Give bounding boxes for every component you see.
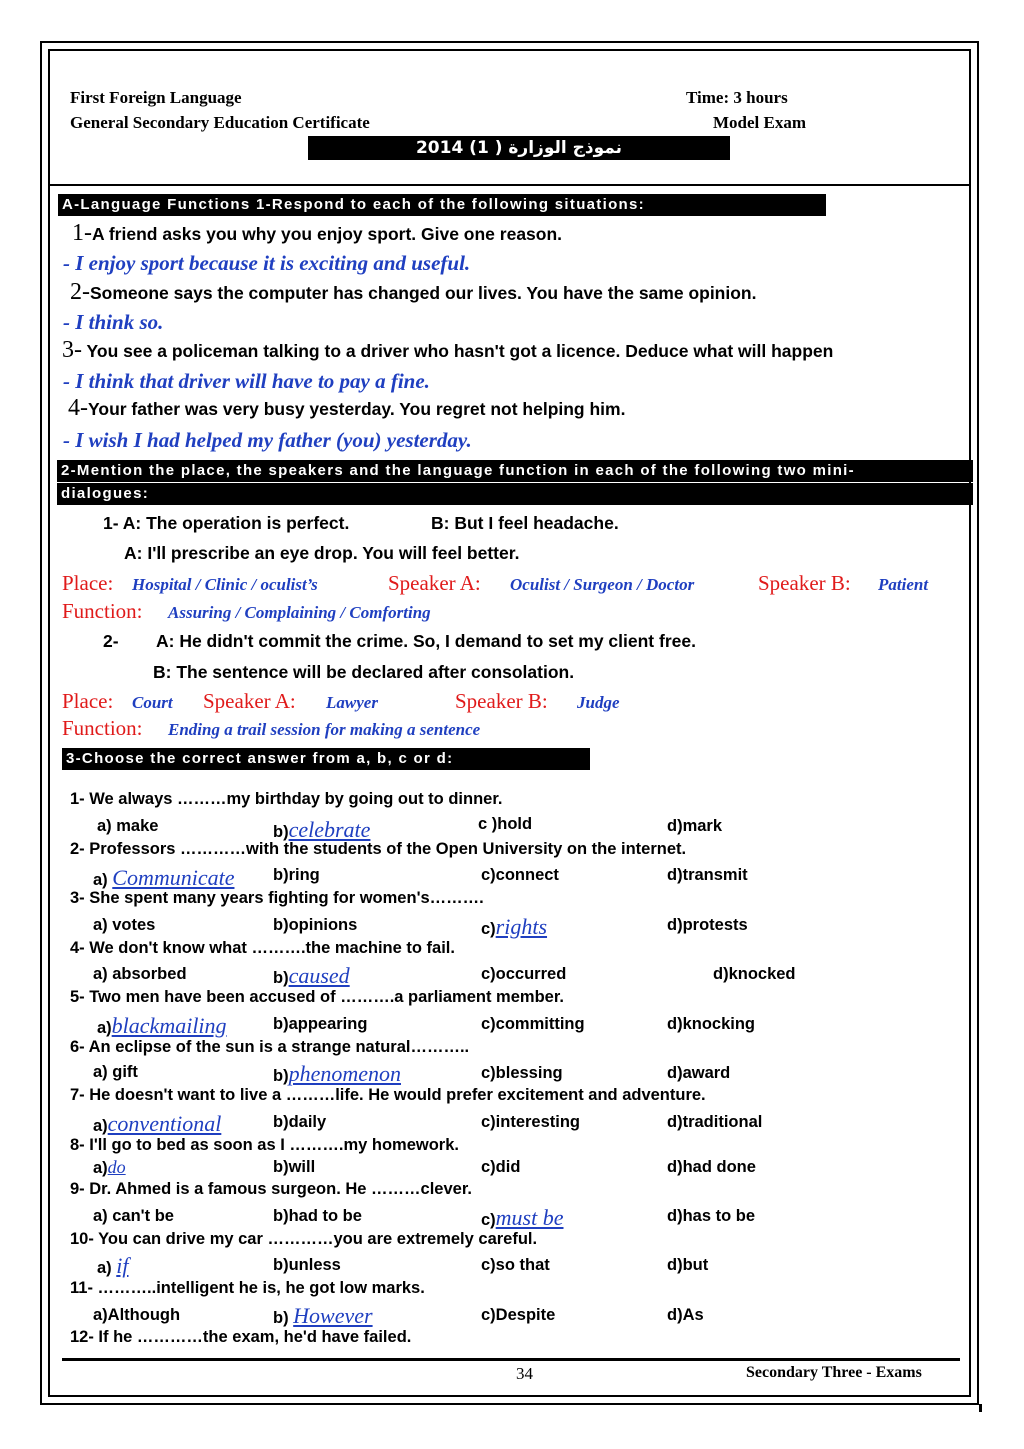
- mc-9-option-a: a) can't be: [93, 1207, 174, 1225]
- mc-9-correct-answer: must be: [495, 1205, 564, 1230]
- mc-5-option-a: a)blackmailing: [97, 1013, 227, 1038]
- mc-7-option-c: c)interesting: [481, 1113, 581, 1131]
- mc-2-option-d: d)transmit: [667, 866, 748, 884]
- dialogue-1-function-label: Function:: [62, 599, 143, 623]
- dialogue-2-place-label: Place:: [62, 689, 114, 713]
- mc-3-option-b: b)opinions: [273, 916, 358, 934]
- mc-6-option-d: d)award: [667, 1064, 731, 1082]
- mc-question-6: 6- An eclipse of the sun is a strange natural………..: [70, 1038, 470, 1056]
- mc-10-option-d: d)but: [667, 1256, 709, 1274]
- mc-question-5: 5- Two men have been accused of ……….a parliament member.: [70, 988, 564, 1006]
- mc-11-option-c: c)Despite: [481, 1306, 556, 1324]
- dialogue-2-speaker-b: Judge: [577, 693, 620, 712]
- mc-5-option-d: d)knocking: [667, 1015, 756, 1033]
- mc-1-correct-answer: celebrate: [288, 817, 371, 842]
- section-2-title-line1: 2-Mention the place, the speakers and the language function in each of the following two mini-: [57, 460, 973, 482]
- mc-question-1: 1- We always ………my birthday by going out to dinner.: [70, 790, 503, 808]
- header-time: Time: 3 hours: [686, 88, 788, 107]
- mc-1-option-b: b)celebrate: [273, 817, 371, 842]
- dialogue-1-speaker-a-label: Speaker A:: [388, 571, 481, 595]
- mc-4-correct-answer: caused: [288, 963, 350, 988]
- situation-3: 3- You see a policeman talking to a driver who hasn't got a licence. Deduce what will happen: [62, 337, 834, 363]
- mc-8-option-d: d)had done: [667, 1158, 756, 1176]
- mc-7-option-a: a)conventional: [93, 1111, 222, 1136]
- dialogue-2-speaker-a: Lawyer: [326, 693, 378, 712]
- dialogue-1-speaker-b-label: Speaker B:: [758, 571, 851, 595]
- mc-6-correct-answer: phenomenon: [288, 1061, 401, 1086]
- mc-1-option-c: c )hold: [478, 815, 533, 833]
- header-model: Model Exam: [713, 113, 807, 132]
- dialogue-1-speaker-b: Patient: [878, 575, 929, 594]
- mc-10-correct-answer: if: [116, 1253, 129, 1278]
- corner-mark: [979, 1404, 982, 1412]
- mc-3-option-a: a) votes: [93, 916, 156, 934]
- header-certificate: General Secondary Education Certificate: [70, 113, 370, 132]
- mc-4-option-b: b)caused: [273, 963, 350, 988]
- mc-question-8: 8- I'll go to bed as soon as I ……….my homework.: [70, 1136, 459, 1154]
- mc-3-correct-answer: rights: [495, 914, 548, 939]
- dialogue-1-place-label: Place:: [62, 571, 114, 595]
- dialogue-1-speaker-a: Oculist / Surgeon / Doctor: [510, 575, 695, 594]
- header-divider: [50, 184, 970, 186]
- mc-question-12: 12- If he …………the exam, he'd have failed.: [70, 1328, 412, 1346]
- mc-9-option-d: d)has to be: [667, 1207, 756, 1225]
- mc-8-correct-answer: do: [107, 1157, 126, 1177]
- header-subject: First Foreign Language: [70, 88, 242, 107]
- dialogue-1-place: Hospital / Clinic / oculist’s: [132, 575, 318, 594]
- mc-7-option-d: d)traditional: [667, 1113, 763, 1131]
- mc-question-4: 4- We don't know what ……….the machine to fail.: [70, 939, 455, 957]
- mc-10-option-c: c)so that: [481, 1256, 550, 1274]
- mc-1-option-d: d)mark: [667, 817, 723, 835]
- mc-4-option-c: c)occurred: [481, 965, 567, 983]
- dialogue-2-line1: A: He didn't commit the crime. So, I demand to set my client free.: [156, 631, 696, 651]
- mc-1-option-a: a) make: [97, 817, 159, 835]
- dialogue-1-line2: A: I'll prescribe an eye drop. You will feel better.: [124, 543, 520, 563]
- situation-4-answer: - I wish I had helped my father (you) yesterday.: [63, 428, 472, 452]
- mc-6-option-c: c)blessing: [481, 1064, 563, 1082]
- dialogue-2-place: Court: [132, 693, 173, 712]
- mc-8-option-c: c)did: [481, 1158, 521, 1176]
- situation-2-answer: - I think so.: [63, 310, 164, 334]
- dialogue-1-line1b: B: But I feel headache.: [431, 513, 619, 533]
- mc-question-2: 2- Professors …………with the students of the Open University on the internet.: [70, 840, 687, 858]
- mc-7-correct-answer: conventional: [107, 1111, 222, 1136]
- dialogue-1-function: Assuring / Complaining / Comforting: [168, 603, 431, 622]
- mc-10-option-a: a) if: [97, 1253, 129, 1278]
- mc-2-option-b: b)ring: [273, 866, 320, 884]
- dialogue-2-speaker-b-label: Speaker B:: [455, 689, 548, 713]
- dialogue-2-speaker-a-label: Speaker A:: [203, 689, 296, 713]
- mc-6-option-b: b)phenomenon: [273, 1061, 401, 1086]
- mc-11-option-b: b) However: [273, 1303, 373, 1328]
- footer-divider: [62, 1358, 960, 1361]
- mc-4-option-a: a) absorbed: [93, 965, 187, 983]
- mc-question-9: 9- Dr. Ahmed is a famous surgeon. He ………clever.: [70, 1180, 472, 1198]
- page-number: 34: [516, 1364, 533, 1383]
- mc-question-3: 3- She spent many years fighting for women's……….: [70, 889, 484, 907]
- mc-6-option-a: a) gift: [93, 1063, 138, 1081]
- mc-2-option-c: c)connect: [481, 866, 559, 884]
- mc-9-option-c: c)must be: [481, 1205, 564, 1230]
- situation-3-answer: - I think that driver will have to pay a fine.: [63, 369, 430, 393]
- header-banner: 2014 (1 ) نموذج الوزارة: [308, 136, 730, 160]
- dialogue-2-line2: B: The sentence will be declared after consolation.: [153, 662, 575, 682]
- mc-2-option-a: a) Communicate: [93, 865, 235, 890]
- dialogue-2-num: 2-: [103, 631, 119, 651]
- mc-10-option-b: b)unless: [273, 1256, 341, 1274]
- mc-8-option-b: b)will: [273, 1158, 316, 1176]
- situation-2: 2-Someone says the computer has changed our lives. You have the same opinion.: [70, 279, 757, 305]
- situation-4: 4-Your father was very busy yesterday. You regret not helping him.: [68, 395, 626, 421]
- section-3-title: 3-Choose the correct answer from a, b, c or d:: [62, 748, 590, 770]
- dialogue-2-function-label: Function:: [62, 716, 143, 740]
- dialogue-2-function: Ending a trail session for making a sentence: [168, 720, 481, 739]
- dialogue-1-line1a: 1- A: The operation is perfect.: [103, 513, 350, 533]
- mc-7-option-b: b)daily: [273, 1113, 327, 1131]
- mc-question-10: 10- You can drive my car …………you are extremely careful.: [70, 1230, 538, 1248]
- mc-5-correct-answer: blackmailing: [111, 1013, 227, 1038]
- footer-series-title: Secondary Three - Exams: [746, 1364, 922, 1381]
- mc-question-7: 7- He doesn't want to live a ………life. He would prefer excitement and adventure.: [70, 1086, 706, 1104]
- mc-2-correct-answer: Communicate: [112, 865, 235, 890]
- mc-8-option-a: a)do: [93, 1157, 126, 1177]
- mc-3-option-d: d)protests: [667, 916, 748, 934]
- mc-5-option-c: c)committing: [481, 1015, 585, 1033]
- mc-5-option-b: b)appearing: [273, 1015, 368, 1033]
- situation-1: 1-A friend asks you why you enjoy sport. Give one reason.: [72, 220, 563, 246]
- situation-1-answer: - I enjoy sport because it is exciting and useful.: [63, 251, 471, 275]
- mc-11-option-a: a)Although: [93, 1306, 181, 1324]
- mc-question-11: 11- ………..intelligent he is, he got low marks.: [70, 1279, 425, 1297]
- mc-11-option-d: d)As: [667, 1306, 704, 1324]
- mc-9-option-b: b)had to be: [273, 1207, 362, 1225]
- mc-3-option-c: c)rights: [481, 914, 548, 939]
- mc-11-correct-answer: However: [293, 1303, 373, 1328]
- mc-4-option-d: d)knocked: [713, 965, 796, 983]
- section-2-title-line2: dialogues:: [57, 483, 973, 505]
- section-a-title: A-Language Functions 1-Respond to each of the following situations:: [58, 194, 826, 216]
